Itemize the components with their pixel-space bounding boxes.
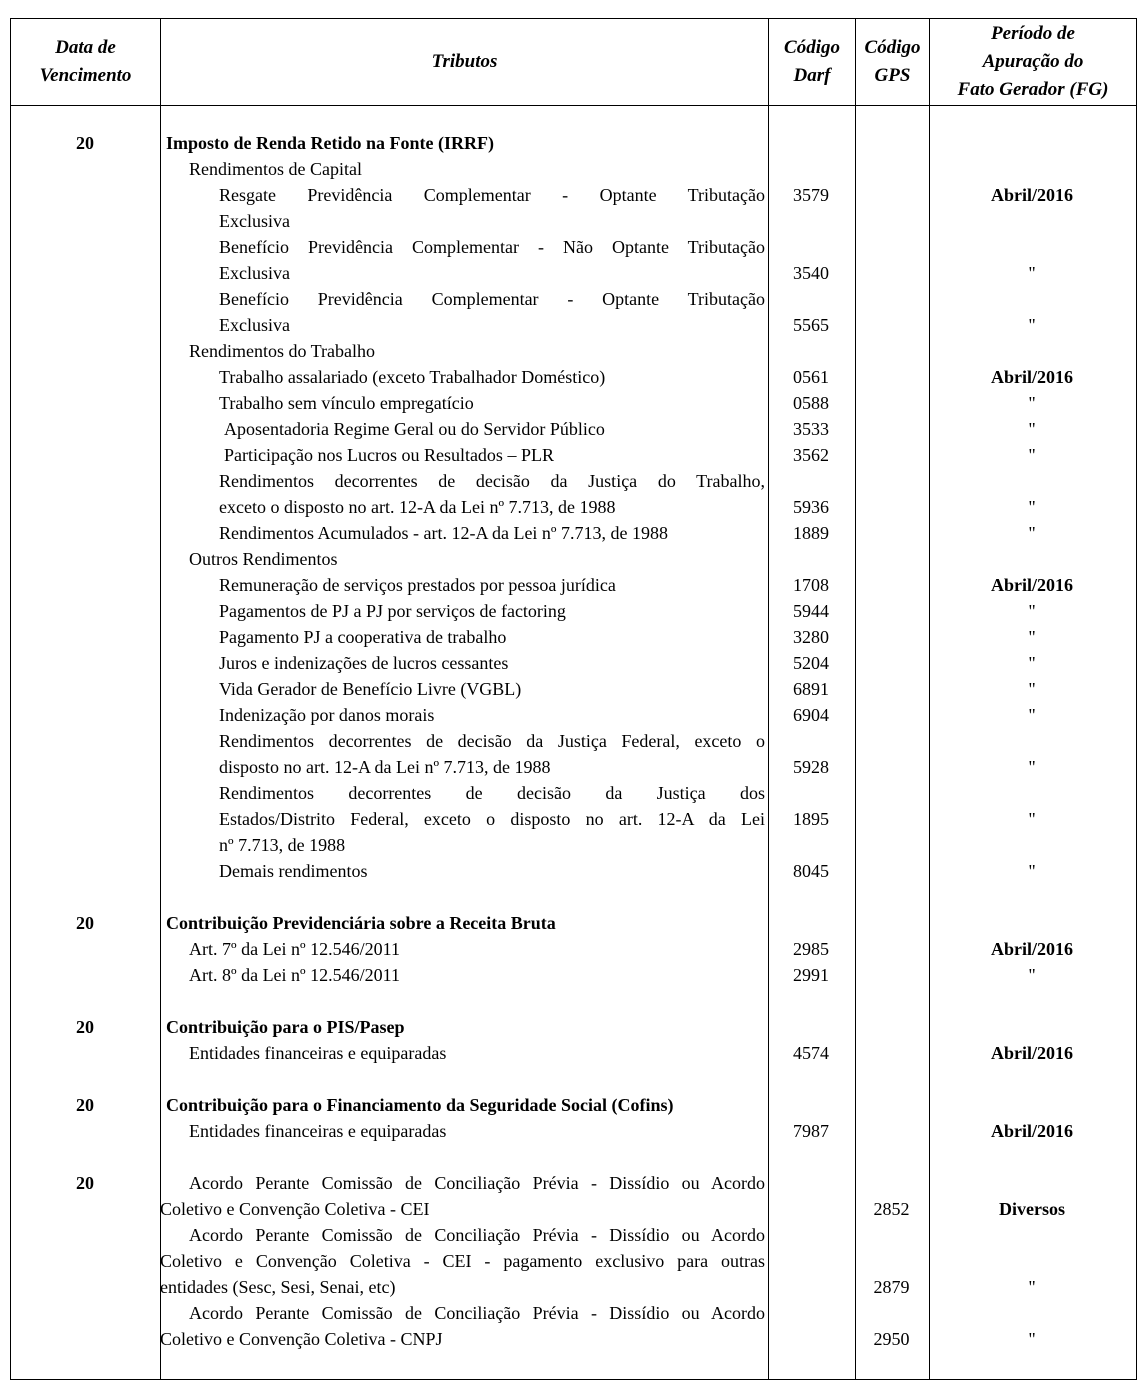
- due-date: 20: [76, 1017, 94, 1037]
- period-fg: Abril/2016: [990, 185, 1073, 205]
- darf-code: 5944: [793, 601, 829, 621]
- tax-description: Resgate Previdência Complementar - Optante Tributação: [219, 185, 765, 205]
- due-date: 20: [76, 133, 94, 153]
- darf-code: 5928: [793, 757, 829, 777]
- tax-description: Contribuição para o Financiamento da Seguridade Social (Cofins): [166, 1095, 674, 1115]
- gps-code: 2950: [873, 1329, 910, 1349]
- tax-description: Outros Rendimentos: [189, 549, 338, 569]
- tax-description: Acordo Perante Comissão de Conciliação Prévia - Dissídio ou Acordo: [189, 1303, 765, 1323]
- tax-description: Pagamentos de PJ a PJ por serviços de factoring: [219, 601, 566, 621]
- darf-code: 2985: [793, 939, 829, 959]
- darf-code: 5204: [793, 653, 829, 673]
- period-fg: ": [1028, 1277, 1036, 1297]
- period-fg: Abril/2016: [990, 1121, 1073, 1141]
- period-fg: ": [1028, 497, 1036, 517]
- tax-description: disposto no art. 12-A da Lei nº 7.713, de 1988: [219, 757, 551, 777]
- period-fg: ": [1028, 419, 1036, 439]
- darf-code: 0588: [793, 393, 829, 413]
- darf-code: 1889: [793, 523, 829, 543]
- tax-description: Exclusiva: [219, 263, 290, 283]
- darf-code: 1895: [793, 809, 829, 829]
- period-fg: ": [1028, 1329, 1036, 1349]
- header-codigo-gps: Código GPS: [864, 37, 921, 86]
- tax-description: Aposentadoria Regime Geral ou do Servidor Público: [224, 419, 605, 439]
- tax-description: Trabalho assalariado (exceto Trabalhador Doméstico): [219, 367, 606, 387]
- period-fg: ": [1028, 601, 1036, 621]
- tax-description: Rendimentos Acumulados - art. 12-A da Lei nº 7.713, de 1988: [219, 523, 669, 543]
- header-periodo-apuracao: Período de Apuração do Fato Gerador (FG): [957, 23, 1109, 100]
- period-fg: ": [1028, 627, 1036, 647]
- tax-description: Rendimentos decorrentes de decisão da Justiça dos: [219, 783, 765, 803]
- period-fg: Diversos: [999, 1199, 1065, 1219]
- tax-description: entidades (Sesc, Sesi, Senai, etc): [160, 1277, 396, 1297]
- period-fg: ": [1028, 263, 1036, 283]
- tax-description: Benefício Previdência Complementar - Optante Tributação: [219, 289, 765, 309]
- period-fg: Abril/2016: [990, 367, 1073, 387]
- darf-code: 3540: [793, 263, 829, 283]
- darf-code: 5565: [793, 315, 829, 335]
- period-fg: ": [1028, 393, 1036, 413]
- tax-description: Entidades financeiras e equiparadas: [189, 1043, 447, 1063]
- darf-code: 3562: [793, 445, 829, 465]
- tax-description: Juros e indenizações de lucros cessantes: [219, 653, 509, 673]
- darf-code: 5936: [793, 497, 829, 517]
- tax-description: Acordo Perante Comissão de Conciliação Prévia - Dissídio ou Acordo: [189, 1173, 765, 1193]
- tax-description: Imposto de Renda Retido na Fonte (IRRF): [166, 133, 494, 153]
- darf-code: 2991: [793, 965, 829, 985]
- header-tributos: Tributos: [431, 51, 498, 72]
- tax-description: Indenização por danos morais: [219, 705, 435, 725]
- column-divider: [855, 19, 856, 1379]
- period-fg: ": [1028, 861, 1036, 881]
- period-fg: ": [1028, 757, 1036, 777]
- header-divider: [11, 105, 1136, 106]
- darf-code: 6904: [793, 705, 829, 725]
- tax-description: Rendimentos decorrentes de decisão da Justiça do Trabalho,: [219, 471, 765, 491]
- darf-code: 3533: [793, 419, 829, 439]
- tax-description: Participação nos Lucros ou Resultados – PLR: [224, 445, 554, 465]
- tax-description: Trabalho sem vínculo empregatício: [219, 393, 474, 413]
- darf-code: 0561: [793, 367, 829, 387]
- period-fg: Abril/2016: [990, 1043, 1073, 1063]
- tax-description: nº 7.713, de 1988: [219, 835, 346, 855]
- tax-description: Acordo Perante Comissão de Conciliação Prévia - Dissídio ou Acordo: [189, 1225, 765, 1245]
- period-fg: Abril/2016: [990, 575, 1073, 595]
- tax-description: Vida Gerador de Benefício Livre (VGBL): [219, 679, 522, 699]
- period-fg: ": [1028, 809, 1036, 829]
- tax-description: Rendimentos do Trabalho: [189, 341, 376, 361]
- tax-description: Exclusiva: [219, 211, 290, 231]
- tax-description: Benefício Previdência Complementar - Não Optante Tributação: [219, 237, 765, 257]
- tax-description: Contribuição Previdenciária sobre a Receita Bruta: [166, 913, 556, 933]
- tax-description: exceto o disposto no art. 12-A da Lei nº 7.713, de 1988: [219, 497, 616, 517]
- period-fg: Abril/2016: [990, 939, 1073, 959]
- tax-description: Exclusiva: [219, 315, 290, 335]
- tax-description: Pagamento PJ a cooperativa de trabalho: [219, 627, 507, 647]
- tax-description: Estados/Distrito Federal, exceto o disposto no art. 12-A da Lei: [219, 809, 765, 829]
- tax-description: Demais rendimentos: [219, 861, 368, 881]
- darf-code: 8045: [793, 861, 829, 881]
- header-vencimento: Data de Vencimento: [39, 37, 132, 86]
- period-fg: ": [1028, 315, 1036, 335]
- tax-description: Art. 8º da Lei nº 12.546/2011: [189, 965, 400, 985]
- period-fg: ": [1028, 523, 1036, 543]
- tax-description: Coletivo e Convenção Coletiva - CNPJ: [160, 1329, 443, 1349]
- darf-code: 1708: [793, 575, 829, 595]
- period-fg: ": [1028, 705, 1036, 725]
- darf-code: 3280: [793, 627, 829, 647]
- tax-description: Remuneração de serviços prestados por pessoa jurídica: [219, 575, 616, 595]
- period-fg: ": [1028, 653, 1036, 673]
- tax-description: Entidades financeiras e equiparadas: [189, 1121, 447, 1141]
- gps-code: 2879: [873, 1277, 910, 1297]
- due-date: 20: [76, 1095, 94, 1115]
- tax-description: Rendimentos decorrentes de decisão da Justiça Federal, exceto o: [219, 731, 765, 751]
- tax-description: Contribuição para o PIS/Pasep: [166, 1017, 405, 1037]
- gps-code: 2852: [873, 1199, 910, 1219]
- due-date: 20: [76, 913, 94, 933]
- darf-code: 6891: [793, 679, 829, 699]
- due-date: 20: [76, 1173, 94, 1193]
- header-codigo-darf: Código Darf: [784, 37, 840, 86]
- tax-description: Rendimentos de Capital: [189, 159, 362, 179]
- darf-code: 4574: [793, 1043, 829, 1063]
- period-fg: ": [1028, 679, 1036, 699]
- tax-description: Coletivo e Convenção Coletiva - CEI - pagamento exclusivo para outras: [160, 1251, 765, 1271]
- darf-code: 3579: [793, 185, 829, 205]
- column-divider: [160, 19, 161, 1379]
- tax-description: Coletivo e Convenção Coletiva - CEI: [160, 1199, 430, 1219]
- darf-code: 7987: [793, 1121, 829, 1141]
- period-fg: ": [1028, 445, 1036, 465]
- period-fg: ": [1028, 965, 1036, 985]
- tax-description: Art. 7º da Lei nº 12.546/2011: [189, 939, 400, 959]
